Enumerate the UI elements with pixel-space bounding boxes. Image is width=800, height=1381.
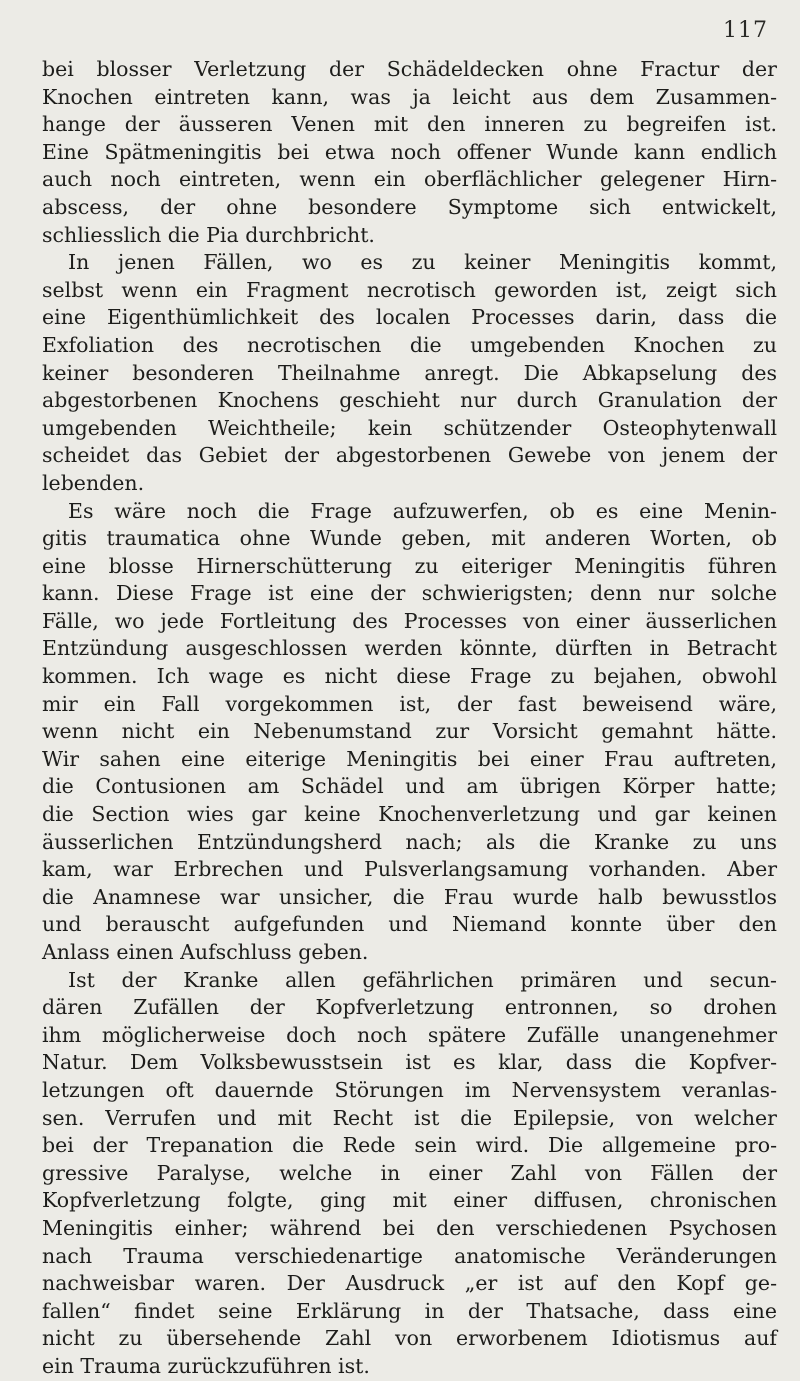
text-line: nachweisbar waren. Der Ausdruck „er ist auf den Kopf ge-: [42, 1271, 777, 1296]
text-line: letzungen oft dauernde Störungen im Nervensystem veranlas-: [42, 1077, 777, 1102]
text-line: die Section wies gar keine Knochenverletzung und gar keinen: [42, 802, 777, 827]
text-line: Entzündung ausgeschlossen werden könnte, dürften in Betracht: [42, 636, 777, 661]
text-line: keiner besonderen Theilnahme anregt. Die Abkapselung des: [42, 360, 777, 385]
text-line: Meningitis einher; während bei den verschiedenen Psychosen: [42, 1215, 777, 1240]
text-line: Anlass einen Aufschluss geben.: [42, 940, 369, 964]
text-line: die Anamnese war unsicher, die Frau wurde halb bewusstlos: [42, 884, 777, 909]
text-line: äusserlichen Entzündungsherd nach; als die Kranke zu uns: [42, 829, 777, 854]
body-text: [42, 56, 777, 1381]
text-line: selbst wenn ein Fragment necrotisch geworden ist, zeigt sich: [42, 277, 777, 302]
text-line: sen. Verrufen und mit Recht ist die Epilepsie, von welcher: [42, 1105, 777, 1130]
text-line: die Contusionen am Schädel und am übrigen Körper hatte;: [42, 774, 777, 799]
text-line: Eine Spätmeningitis bei etwa noch offener Wunde kann endlich: [42, 139, 777, 164]
text-line: kommen. Ich wage es nicht diese Frage zu bejahen, obwohl: [42, 664, 777, 689]
text-line: ihm möglicherweise doch noch spätere Zufälle unangenehmer: [42, 1022, 777, 1047]
text-line: Natur. Dem Volksbewusstsein ist es klar, dass die Kopfver-: [42, 1050, 777, 1075]
text-line: Kopfverletzung folgte, ging mit einer diffusen, chronischen: [42, 1188, 777, 1213]
text-line: bei blosser Verletzung der Schädeldecken ohne Fractur der: [42, 57, 777, 81]
text-line: und berauscht aufgefunden und Niemand konnte über den: [42, 912, 777, 937]
text-line: mir ein Fall vorgekommen ist, der fast beweisend wäre,: [42, 691, 777, 716]
text-line: kam, war Erbrechen und Pulsverlangsamung vorhanden. Aber: [42, 857, 777, 882]
text-line: Es wäre noch die Frage aufzuwerfen, ob es eine Menin-: [68, 498, 777, 523]
text-line: nicht zu übersehende Zahl von erworbenem Idiotismus auf: [42, 1326, 777, 1351]
text-line: eine blosse Hirnerschütterung zu eiteriger Meningitis führen: [42, 553, 777, 578]
text-line: In jenen Fällen, wo es zu keiner Meningitis kommt,: [68, 250, 777, 275]
text-line: abscess, der ohne besondere Symptome sich entwickelt,: [42, 194, 777, 219]
text-line: wenn nicht ein Nebenumstand zur Vorsicht gemahnt hätte.: [42, 719, 777, 744]
text-line: auch noch eintreten, wenn ein oberflächlicher gelegener Hirn-: [42, 167, 777, 192]
text-line: eine Eigenthümlichkeit des localen Processes darin, dass die: [42, 305, 777, 330]
text-line: Ist der Kranke allen gefährlichen primären und secun-: [68, 967, 777, 992]
text-line: Wir sahen eine eiterige Meningitis bei einer Frau auftreten,: [42, 746, 777, 771]
text-line: abgestorbenen Knochens geschieht nur durch Granulation der: [42, 388, 777, 413]
text-line: Fälle, wo jede Fortleitung des Processes von einer äusserlichen: [42, 608, 777, 633]
text-line: kann. Diese Frage ist eine der schwierigsten; denn nur solche: [42, 581, 777, 606]
text-line: nach Trauma verschiedenartige anatomische Veränderungen: [42, 1243, 777, 1268]
text-line: lebenden.: [42, 470, 145, 495]
text-line: gressive Paralyse, welche in einer Zahl von Fällen der: [42, 1160, 777, 1185]
text-line: umgebenden Weichtheile; kein schützender Osteophytenwall: [42, 415, 777, 440]
text-line: schliesslich die Pia durchbricht.: [42, 222, 375, 247]
text-line: hange der äusseren Venen mit den inneren zu begreifen ist.: [42, 112, 777, 137]
text-line: scheidet das Gebiet der abgestorbenen Gewebe von jenem der: [42, 443, 777, 468]
text-line: fallen“ findet seine Erklärung in der Thatsache, dass eine: [42, 1298, 777, 1323]
text-line: bei der Trepanation die Rede sein wird. Die allgemeine pro-: [42, 1133, 777, 1158]
text-line: Exfoliation des necrotischen die umgebenden Knochen zu: [42, 332, 777, 357]
page-number: 117: [723, 18, 768, 43]
text-line: gitis traumatica ohne Wunde geben, mit anderen Worten, ob: [42, 526, 777, 551]
text-line: Knochen eintreten kann, was ja leicht aus dem Zusammen-: [42, 84, 777, 109]
text-line: dären Zufällen der Kopfverletzung entronnen, so drohen: [42, 995, 777, 1020]
text-line: ein Trauma zurückzuführen ist.: [42, 1353, 370, 1378]
